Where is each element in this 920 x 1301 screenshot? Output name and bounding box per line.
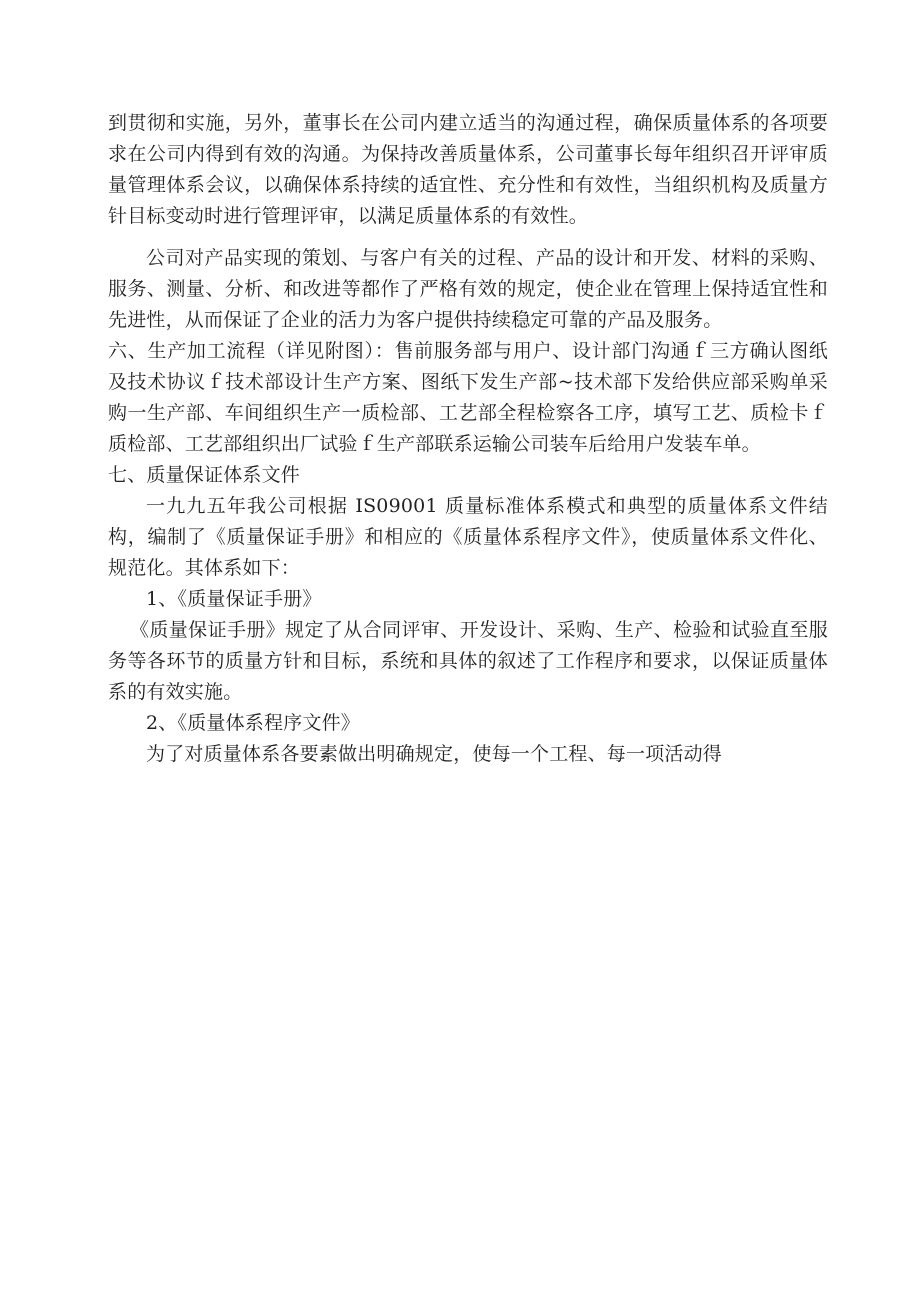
item-procedure-documents-heading: 2、《质量体系程序文件》 — [146, 712, 360, 734]
item-quality-manual-heading: 1、《质量保证手册》 — [146, 588, 322, 610]
document-body — [108, 108, 828, 770]
paragraph-management-review: 到贯彻和实施，另外，董事长在公司内建立适当的沟通过程，确保质量体系的各项要求在公司内得到有效的沟通。为保持改善质量体系，公司董事长每年组织召开评审质量管理体系会议，以确保体系持续的适宜性、充分性和有效性，当组织机构及质量方针目标变动时进行管理评审，以满足质量体系的有效性。 — [108, 112, 828, 227]
paragraph-iso9001-intro: 一九九五年我公司根据 IS09001 质量标准体系模式和典型的质量体系文件结构，编制了《质量保证手册》和相应的《质量体系程序文件》，使质量体系文件化、规范化。其体系如下： — [108, 495, 828, 579]
paragraph-product-realization: 公司对产品实现的策划、与客户有关的过程、产品的设计和开发、材料的采购、服务、测量、分析、和改进等都作了严格有效的规定，使企业在管理上保持适宜性和先进性，从而保证了企业的活力为客户提供持续稳定可靠的产品及服务。 — [108, 247, 828, 331]
section-heading-quality-documents: 七、质量保证体系文件 — [108, 464, 301, 486]
paragraph-procedure-documents: 为了对质量体系各要素做出明确规定，使每一个工程、每一项活动得 — [146, 743, 723, 765]
paragraph-production-process: 六、生产加工流程（详见附图）：售前服务部与用户、设计部门沟通ｆ三方确认图纸及技术协议ｆ技术部设计生产方案、图纸下发生产部~技术部下发给供应部采购单采购一生产部、车间组织生产一质检部、工艺部全程检察各工序，填写工艺、质检卡ｆ质检部、工艺部组织出厂试验ｆ生产部联系运输公司装车后给用户发装车单。 — [108, 340, 828, 455]
paragraph-quality-manual: 《质量保证手册》规定了从合同评审、开发设计、采购、生产、检验和试验直至服务等各环节的质量方针和目标，系统和具体的叙述了工作程序和要求，以保证质量体系的有效实施。 — [108, 619, 828, 703]
